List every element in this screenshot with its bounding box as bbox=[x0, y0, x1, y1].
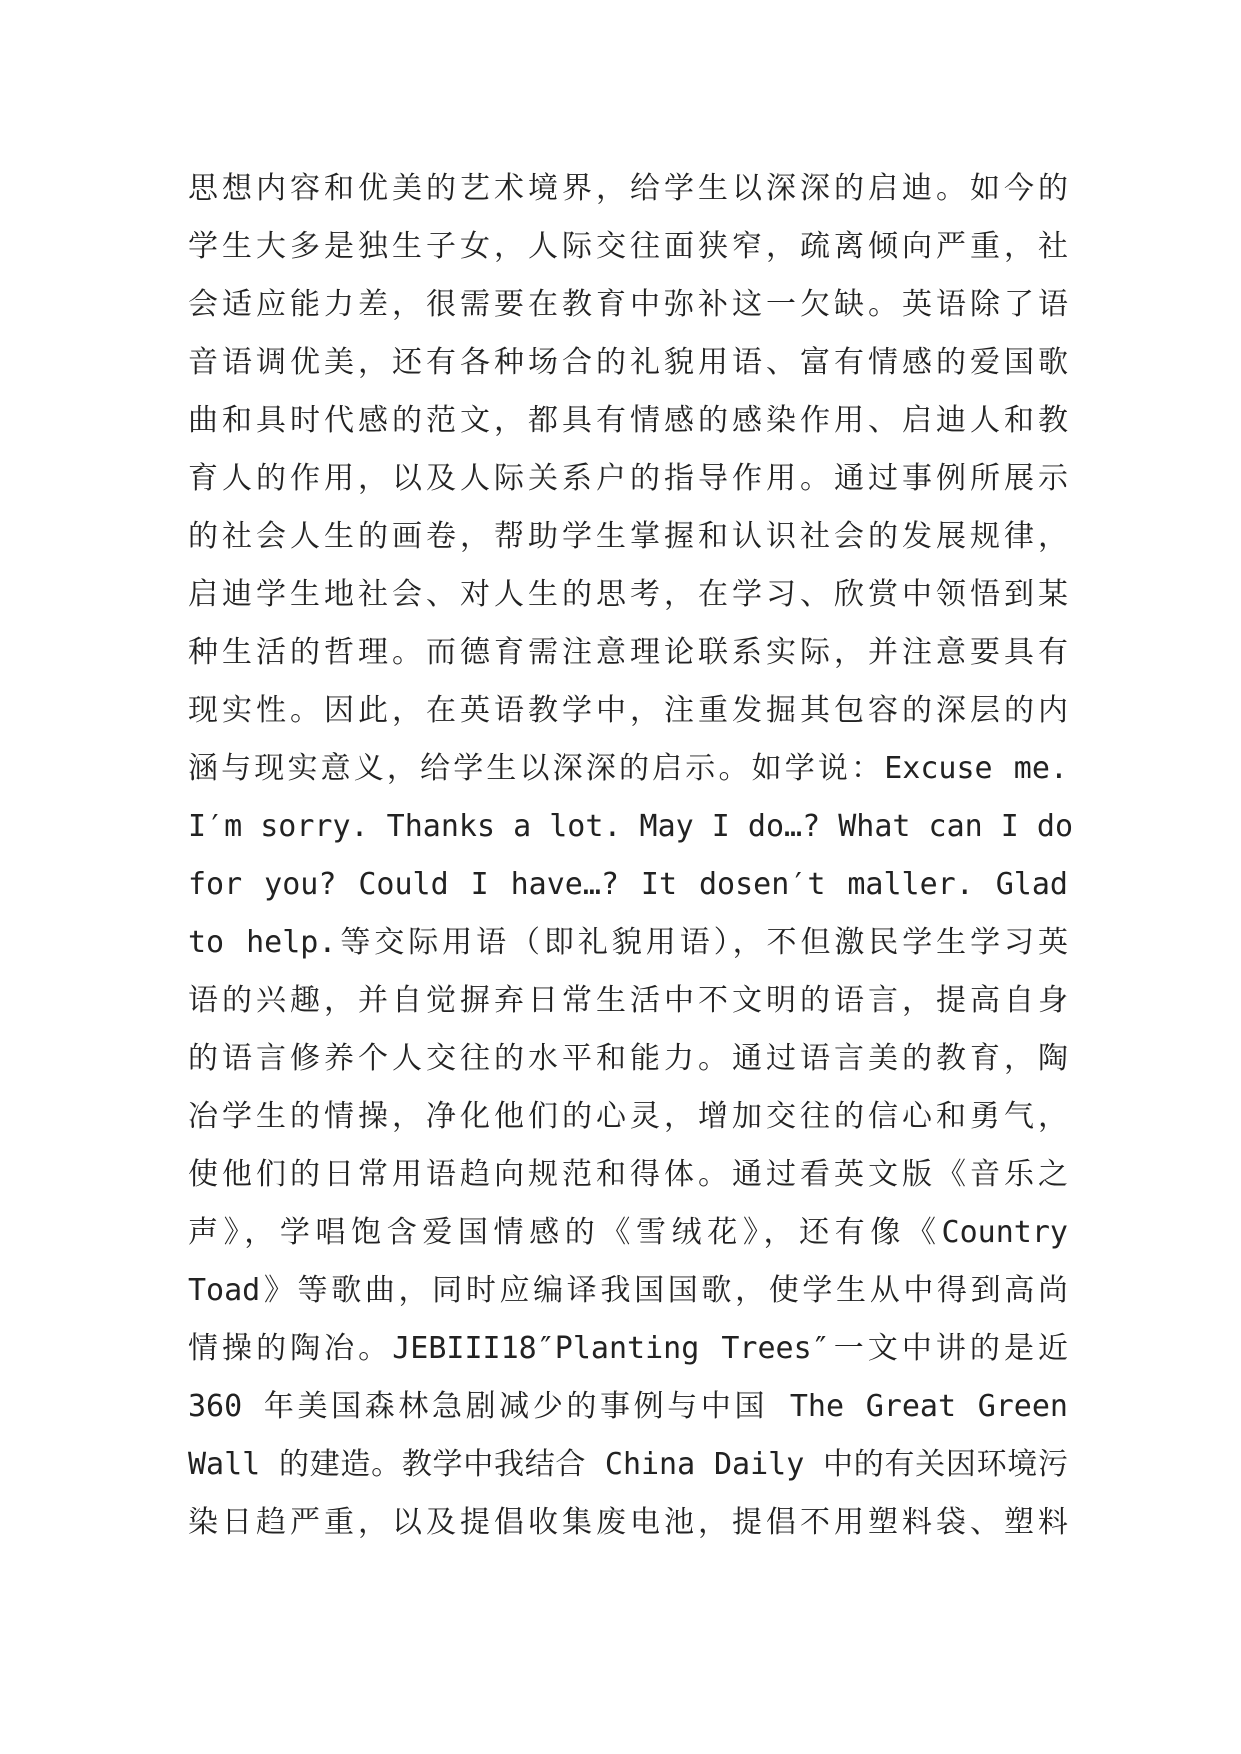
text-line: for you? Could I have…? It dosen′t maller. Glad bbox=[188, 867, 1068, 902]
text-line: 声》，学唱饱含爱国情感的《雪绒花》，还有像《Country bbox=[188, 1215, 1068, 1250]
text-line: Toad》等歌曲，同时应编译我国国歌，使学生从中得到高尚 bbox=[188, 1273, 1068, 1308]
text-line: 育人的作用，以及人际关系户的指导作用。通过事例所展示 bbox=[188, 461, 1068, 496]
body-text bbox=[188, 160, 1074, 1552]
text-line: 会适应能力差，很需要在教育中弥补这一欠缺。英语除了语 bbox=[188, 287, 1068, 322]
text-line: 的语言修养个人交往的水平和能力。通过语言美的教育，陶 bbox=[188, 1041, 1068, 1076]
text-line: Wall 的建造。教学中我结合 China Daily 中的有关因环境污 bbox=[188, 1447, 1068, 1482]
text-line: 现实性。因此，在英语教学中，注重发掘其包容的深层的内 bbox=[188, 693, 1068, 728]
text-line: 音语调优美，还有各种场合的礼貌用语、富有情感的爱国歌 bbox=[188, 345, 1068, 380]
text-line: 360 年美国森林急剧减少的事例与中国 The Great Green bbox=[188, 1389, 1068, 1424]
text-line: 启迪学生地社会、对人生的思考，在学习、欣赏中领悟到某 bbox=[188, 577, 1068, 612]
text-line: 的社会人生的画卷，帮助学生掌握和认识社会的发展规律， bbox=[188, 519, 1068, 554]
text-line: 情操的陶冶。JEBIII18″Planting Trees″一文中讲的是近 bbox=[188, 1331, 1068, 1366]
text-line: 涵与现实意义，给学生以深深的启示。如学说：Excuse me. bbox=[188, 751, 1068, 786]
text-line: 语的兴趣，并自觉摒弃日常生活中不文明的语言，提高自身 bbox=[188, 983, 1068, 1018]
text-line: to help.等交际用语（即礼貌用语），不但激民学生学习英 bbox=[188, 925, 1068, 960]
text-line: 曲和具时代感的范文，都具有情感的感染作用、启迪人和教 bbox=[188, 403, 1068, 438]
text-line: 冶学生的情操，净化他们的心灵，增加交往的信心和勇气， bbox=[188, 1099, 1068, 1134]
text-line: 种生活的哲理。而德育需注意理论联系实际，并注意要具有 bbox=[188, 635, 1068, 670]
text-line: 学生大多是独生子女，人际交往面狭窄，疏离倾向严重，社 bbox=[188, 229, 1068, 264]
text-line: 使他们的日常用语趋向规范和得体。通过看英文版《音乐之 bbox=[188, 1157, 1068, 1192]
text-line: 思想内容和优美的艺术境界，给学生以深深的启迪。如今的 bbox=[188, 171, 1068, 206]
text-line: I′m sorry. Thanks a lot. May I do…? What can I do bbox=[188, 809, 1074, 844]
text-line: 染日趋严重，以及提倡收集废电池，提倡不用塑料袋、塑料 bbox=[188, 1505, 1068, 1540]
